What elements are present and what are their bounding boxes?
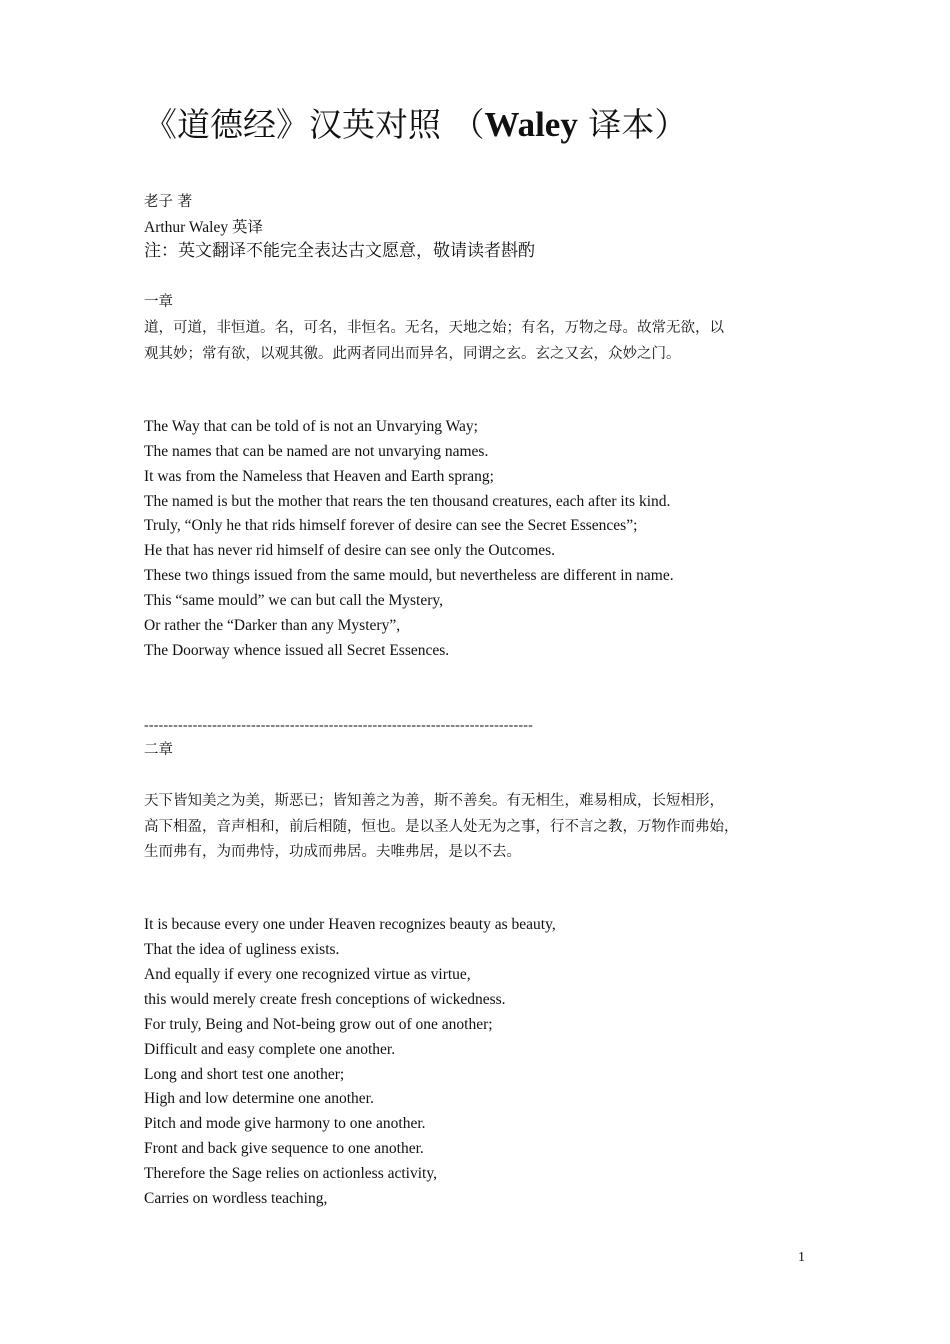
chapter1-english-line: This “same mould” we can but call the Mystery, <box>144 592 444 609</box>
chapter2-chinese-line: 天下皆知美之为美，斯恶已；皆知善之为善，斯不善矣。有无相生，难易相成，长短相形， <box>144 793 724 809</box>
author-line: 老子 著 <box>144 194 193 210</box>
chapter1-chinese-line: 观其妙；常有欲，以观其徼。此两者同出而异名，同谓之玄。玄之又玄，众妙之门。 <box>144 346 681 362</box>
chapter1-heading: 一章 <box>144 294 173 310</box>
translator-line: Arthur Waley 英译 <box>144 219 263 236</box>
chapter1-english-line: It was from the Nameless that Heaven and Earth sprang; <box>144 468 494 485</box>
chapter2-english-line: For truly, Being and Not-being grow out of one another; <box>144 1016 493 1033</box>
chapter2-english-line: Carries on wordless teaching, <box>144 1190 328 1207</box>
chapter2-english-line: Difficult and easy complete one another. <box>144 1041 396 1058</box>
title-translator-name: Waley <box>484 105 578 144</box>
chapter2-english-line: It is because every one under Heaven recognizes beauty as beauty, <box>144 916 556 933</box>
chapter2-english-line: Therefore the Sage relies on actionless activity, <box>144 1165 437 1182</box>
chapter1-english-line: Truly, “Only he that rids himself forever of desire can see the Secret Essences”; <box>144 517 638 534</box>
chapter2-english-line: High and low determine one another. <box>144 1090 374 1107</box>
chapter2-english-line: Long and short test one another; <box>144 1066 345 1083</box>
page-number: 1 <box>798 1250 805 1265</box>
chapter1-english-line: The named is but the mother that rears the ten thousand creatures, each after its kind. <box>144 493 671 510</box>
chapter2-chinese-line: 高下相盈，音声相和，前后相随，恒也。是以圣人处无为之事，行不言之教，万物作而弗始， <box>144 819 739 835</box>
title-suffix: 译本） <box>577 105 688 144</box>
chapter1-english-line: The Way that can be told of is not an Unvarying Way; <box>144 418 478 435</box>
chapter2-english-line: Front and back give sequence to one another. <box>144 1140 424 1157</box>
chapter1-chinese-line: 道，可道，非恒道。名，可名，非恒名。无名，天地之始；有名，万物之母。故常无欲，以 <box>144 320 724 336</box>
chapter1-english-line: The Doorway whence issued all Secret Essences. <box>144 642 450 659</box>
document-title <box>144 100 687 150</box>
chapter1-english-line: The names that can be named are not unvarying names. <box>144 443 489 460</box>
chapter1-english-line: Or rather the “Darker than any Mystery”, <box>144 617 401 634</box>
chapter2-english-line: That the idea of ugliness exists. <box>144 941 340 958</box>
chapter2-english-line: And equally if every one recognized virtue as virtue, <box>144 966 471 983</box>
chapter-divider: -------------------------------------------------------------------------------- <box>144 718 533 733</box>
chapter2-english-line: Pitch and mode give harmony to one another. <box>144 1115 426 1132</box>
title-prefix: 《道德经》汉英对照 （ <box>144 105 485 144</box>
chapter1-english-line: He that has never rid himself of desire can see only the Outcomes. <box>144 542 556 559</box>
translation-note: 注：英文翻译不能完全表达古文愿意，敬请读者斟酌 <box>144 241 535 261</box>
chapter1-english-line: These two things issued from the same mould, but nevertheless are different in name. <box>144 567 674 584</box>
chapter2-heading: 二章 <box>144 742 173 758</box>
chapter2-english-line: this would merely create fresh conceptions of wickedness. <box>144 991 506 1008</box>
chapter2-chinese-line: 生而弗有，为而弗恃，功成而弗居。夫唯弗居，是以不去。 <box>144 844 521 860</box>
